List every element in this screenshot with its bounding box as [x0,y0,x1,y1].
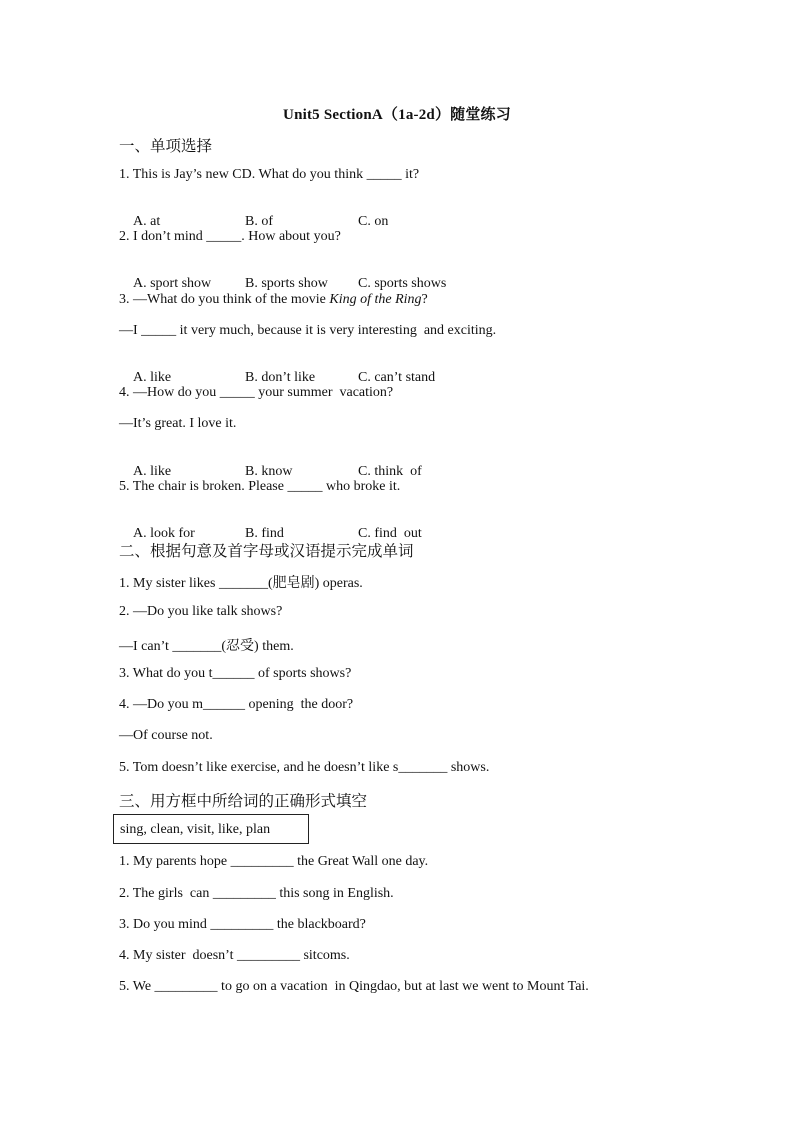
section-heading-1: 一、单项选择 [119,137,213,155]
question-3-5: 5. We _________ to go on a vacation in Qingdao, but at last we went to Mount Tai. [119,979,589,994]
question-text: 3. —What do you think of the movie [119,292,330,307]
question-1-1: 1. This is Jay’s new CD. What do you think _____ it? [119,167,420,182]
option-b: B. find [245,526,284,541]
question-1-3-response: —I _____ it very much, because it is very interesting and exciting. [119,323,497,338]
question-2-5: 5. Tom doesn’t like exercise, and he doesn’t like s_______ shows. [119,760,490,775]
page-title: Unit5 SectionA（1a-2d）随堂练习 [283,107,511,123]
question-2-4: 4. —Do you m______ opening the door? [119,697,354,712]
question-2-4-response: —Of course not. [119,728,213,743]
option-a: A. like [133,464,172,479]
question-3-2: 2. The girls can _________ this song in English. [119,886,394,901]
option-c: C. on [358,214,389,229]
question-1-3 [119,292,428,308]
question-1-4-response: —It’s great. I love it. [119,416,237,431]
question-2-2-response: —I can’t _______(忍受) them. [119,639,294,654]
option-a: A. sport show [133,276,212,291]
question-3-3: 3. Do you mind _________ the blackboard? [119,917,366,932]
question-2-2: 2. —Do you like talk shows? [119,604,283,619]
question-1-5: 5. The chair is broken. Please _____ who broke it. [119,479,401,494]
option-c: C. find out [358,526,422,541]
question-3-4: 4. My sister doesn’t _________ sitcoms. [119,948,350,963]
word-bank-box: sing, clean, visit, like, plan [113,814,309,844]
question-2-1: 1. My sister likes _______(肥皂剧) operas. [119,576,363,591]
option-a: A. at [133,214,161,229]
question-1-2: 2. I don’t mind _____. How about you? [119,229,341,244]
option-c: C. can’t stand [358,370,436,385]
option-c: C. sports shows [358,276,447,291]
question-1-4: 4. —How do you _____ your summer vacation? [119,385,394,400]
question-mark: ? [421,292,428,307]
section-heading-2: 二、根据句意及首字母或汉语提示完成单词 [119,542,414,560]
option-c: C. think of [358,464,422,479]
option-b: B. sports show [245,276,328,291]
movie-title: King of the Ring [329,292,422,307]
option-b: B. of [245,214,273,229]
section-heading-3: 三、用方框中所给词的正确形式填空 [119,792,368,810]
option-a: A. look for [133,526,195,541]
question-2-3: 3. What do you t______ of sports shows? [119,666,352,681]
option-a: A. like [133,370,172,385]
option-b: B. know [245,464,293,479]
option-b: B. don’t like [245,370,316,385]
question-3-1: 1. My parents hope _________ the Great Wall one day. [119,854,429,869]
